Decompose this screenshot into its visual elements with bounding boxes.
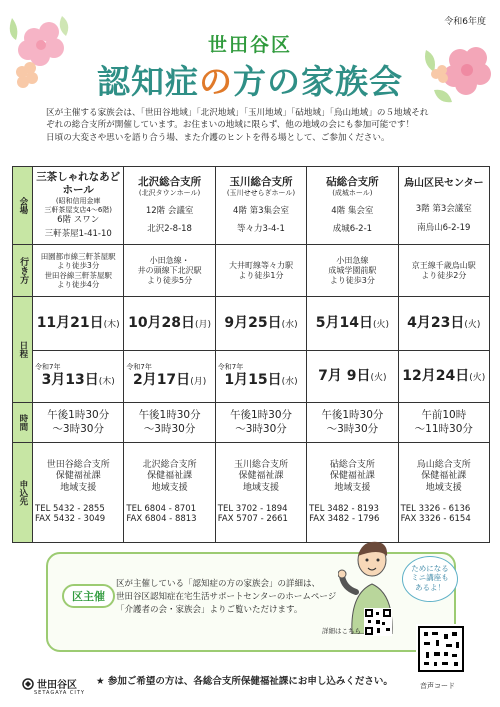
apply-unit: 地域支援 — [60, 482, 97, 493]
fax-number: FAX 6804 - 8813 — [126, 514, 197, 525]
apply-unit: 地域支援 — [242, 482, 279, 493]
page-title — [0, 56, 500, 103]
bubble-line-2: ミニ講座も — [411, 573, 449, 583]
weekday: (月) — [190, 377, 207, 388]
apply-cell — [307, 443, 398, 543]
fax-number: FAX 3326 - 6154 — [400, 514, 471, 525]
time-cell — [398, 403, 489, 443]
weekday: (水) — [281, 377, 298, 388]
time-end: 〜3時30分 — [235, 422, 287, 435]
ward-logo — [22, 676, 77, 691]
venue-name: 三茶しゃれなあど — [36, 171, 121, 183]
phone-number: TEL 5432 - 2855 — [35, 503, 105, 514]
intro-line-2: ぞれの総合支所が開催しています。お住まいの地域に限らず、他の地域の会にも参加可能です！ — [46, 120, 415, 131]
weekday: (火) — [370, 372, 387, 383]
venue-cell — [124, 167, 215, 245]
fax-number: FAX 5707 - 2661 — [217, 514, 288, 525]
date-value: 11月21日 — [36, 314, 104, 331]
venue-name: 北沢総合支所 — [138, 175, 202, 188]
info-line-2: 世田谷区認知症在宅生活サポートセンターのホームページ — [116, 592, 337, 603]
weekday: (火) — [469, 372, 486, 383]
venue-cell — [33, 167, 124, 245]
venue-room: 3階 第3会議室 — [415, 204, 472, 215]
year-label: 令和7年 — [217, 363, 244, 372]
date-value: 3月13日 — [41, 372, 99, 389]
apply-section: 保健福祉課 — [238, 471, 284, 482]
intro-line-3: 日頃の大変さや思いを語り合う場、また介護のヒントを得る場として、ご参加ください。 — [46, 132, 390, 143]
row-label-venue: 会場 — [13, 167, 33, 245]
date-row-1 — [13, 297, 490, 351]
schedule-table — [12, 166, 490, 543]
time-end: 〜3時30分 — [52, 422, 104, 435]
date-cell — [33, 351, 124, 403]
apply-cell — [398, 443, 489, 543]
date-value: 1月15日 — [224, 372, 282, 389]
voice-code-label: 音声コード — [420, 682, 455, 690]
venue-room: 4階 集会室 — [331, 205, 374, 216]
bubble-line-3: あるよ！ — [415, 582, 445, 592]
date-value: 10月28日 — [128, 314, 196, 331]
phone-number: TEL 3482 - 8193 — [309, 503, 379, 514]
setagaya-emblem-icon — [22, 678, 34, 690]
access-row — [13, 245, 490, 297]
venue-cell — [398, 167, 489, 245]
venue-sub: (北沢タウンホール) — [138, 189, 201, 198]
organizer-tag: 区主催 — [62, 584, 115, 608]
info-text — [116, 578, 336, 618]
phone-number: TEL 3702 - 1894 — [217, 503, 288, 514]
apply-office: 烏山総合支所 — [416, 460, 471, 470]
title-part-2: の — [199, 62, 233, 101]
time-end: 〜11時30分 — [414, 422, 473, 435]
fax-number: FAX 5432 - 3049 — [35, 514, 106, 525]
apply-cell — [33, 443, 124, 543]
info-line-1: 区が主催している「認知症の方の家族会」の詳細は、 — [116, 579, 321, 589]
bubble-line-1: ためになる — [411, 564, 449, 573]
venue-row — [13, 167, 490, 245]
weekday: (火) — [372, 319, 389, 330]
date-cell — [124, 351, 215, 403]
access-cell: 小田急線 成城学園前駅 より徒歩3分 — [307, 245, 398, 297]
venue-sub: (成城ホール) — [332, 189, 373, 198]
time-start: 午前10時 — [421, 409, 467, 422]
intro-text — [46, 107, 460, 144]
apply-section: 保健福祉課 — [147, 471, 193, 482]
row-label-date: 日程 — [13, 297, 33, 403]
date-cell — [124, 297, 215, 351]
time-end: 〜3時30分 — [326, 422, 379, 435]
venue-name: 玉川総合支所 — [229, 175, 293, 188]
details-link-label: 詳細はこちら — [322, 627, 361, 635]
date-cell — [307, 297, 398, 351]
date-value: 4月23日 — [407, 314, 465, 331]
time-row — [13, 403, 490, 443]
date-cell — [215, 297, 306, 351]
weekday: (月) — [195, 319, 212, 330]
venue-name: 烏山区民センター — [403, 177, 484, 189]
venue-sub: (玉川せせらぎホール) — [226, 189, 296, 198]
date-value: 2月17日 — [132, 372, 191, 389]
venue-room: 4階 第3集会室 — [232, 205, 289, 216]
title-part-1: 認知症 — [97, 62, 199, 101]
date-row-2 — [13, 351, 490, 403]
venue-address: 等々力3-4-1 — [237, 224, 285, 235]
time-start: 午後1時30分 — [321, 409, 384, 422]
intro-line-1: 区が主催する家族会は、「世田谷地域」「北沢地域」「玉川地域」「砧地域」「烏山地域」の５地域それ — [46, 108, 429, 118]
apply-section: 保健福祉課 — [329, 471, 375, 482]
date-cell — [215, 351, 306, 403]
apply-unit: 地域支援 — [334, 482, 371, 493]
apply-cell — [215, 443, 306, 543]
access-cell: 田園都市線三軒茶屋駅 より徒歩3分 世田谷線三軒茶屋駅 より徒歩4分 — [33, 245, 124, 297]
time-end: 〜3時30分 — [143, 422, 196, 435]
venue-name: 砧総合支所 — [326, 175, 379, 188]
date-cell — [33, 297, 124, 351]
time-cell — [33, 403, 124, 443]
phone-number: TEL 6804 - 8701 — [126, 503, 197, 514]
venue-address: 南烏山6-2-19 — [417, 222, 471, 233]
venue-address: 北沢2-8-18 — [147, 224, 192, 235]
ward-heading: 世田谷区 — [207, 34, 292, 56]
venue-room: 12階 会議室 — [145, 205, 194, 216]
apply-office: 玉川総合支所 — [233, 460, 288, 470]
time-cell — [215, 403, 306, 443]
date-value: 12月24日 — [402, 367, 470, 384]
venue-cell — [215, 167, 306, 245]
date-cell — [307, 351, 398, 403]
time-cell — [307, 403, 398, 443]
apply-office: 世田谷総合支所 — [46, 460, 110, 470]
info-line-3: 「介護者の会・家族会」よりご覧いただけます。 — [116, 605, 303, 616]
access-cell: 京王線千歳烏山駅 より徒歩2分 — [398, 245, 489, 297]
logo-text: 世田谷区 — [37, 680, 77, 691]
row-label-apply: 申込先 — [13, 443, 33, 543]
time-start: 午後1時30分 — [229, 409, 292, 422]
access-cell: 大井町線等々力駅 より徒歩1分 — [215, 245, 306, 297]
venue-room: 6階 スワン — [57, 214, 100, 225]
fiscal-year-label: 令和6年度 — [444, 17, 486, 27]
row-label-access: 行き方 — [13, 245, 33, 297]
date-value: 5月14日 — [315, 314, 373, 331]
row-label-time: 時間 — [13, 403, 33, 443]
apply-office: 砧総合支所 — [329, 460, 375, 470]
year-label: 令和7年 — [126, 363, 152, 372]
date-cell — [398, 351, 489, 403]
application-notice: ★ 参加ご希望の方は、各総合支所保健福祉課にお申し込みください。 — [96, 676, 393, 687]
apply-section: 保健福祉課 — [55, 471, 101, 482]
venue-address: 成城6-2-1 — [332, 224, 373, 235]
venue-cell — [307, 167, 398, 245]
weekday: (木) — [98, 377, 115, 388]
apply-cell — [124, 443, 215, 543]
weekday: (木) — [103, 319, 120, 330]
access-cell: 小田急線・ 井の頭線下北沢駅 より徒歩5分 — [124, 245, 215, 297]
date-value: 7月 9日 — [318, 367, 371, 384]
voice-code-icon — [416, 624, 466, 674]
homepage-qr-icon[interactable] — [364, 608, 392, 636]
apply-section: 保健福祉課 — [421, 471, 467, 482]
date-value: 9月25日 — [224, 314, 282, 331]
time-cell — [124, 403, 215, 443]
logo-english: SETAGAYA CITY — [34, 690, 85, 696]
date-cell — [398, 297, 489, 351]
mini-lecture-bubble — [402, 556, 458, 602]
venue-name-2: ホール — [62, 184, 94, 197]
apply-unit: 地域支援 — [425, 482, 462, 493]
time-start: 午後1時30分 — [138, 409, 201, 422]
fax-number: FAX 3482 - 1796 — [309, 514, 380, 525]
venue-address: 三軒茶屋1-41-10 — [44, 229, 112, 240]
venue-sub: (昭和信用金庫 三軒茶屋支店4〜6階) — [44, 197, 113, 214]
weekday: (水) — [281, 319, 298, 330]
weekday: (火) — [464, 319, 481, 330]
phone-number: TEL 3326 - 6136 — [400, 503, 471, 514]
apply-unit: 地域支援 — [151, 482, 188, 493]
time-start: 午後1時30分 — [47, 409, 110, 422]
year-label: 令和7年 — [35, 363, 61, 372]
apply-row — [13, 443, 490, 543]
apply-office: 北沢総合支所 — [142, 460, 197, 470]
title-part-3: 方の家族会 — [233, 62, 403, 101]
